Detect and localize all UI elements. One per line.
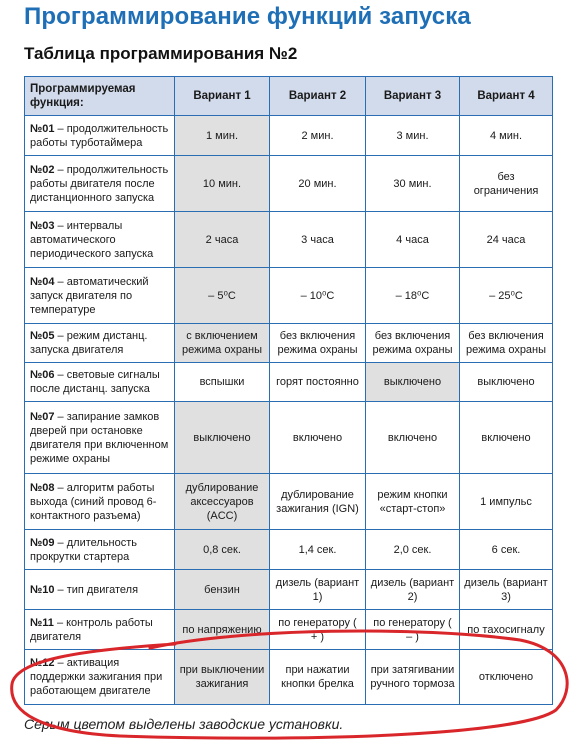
function-cell	[25, 610, 175, 650]
function-number: №05	[30, 330, 55, 342]
variant-2-cell: при нажатии кнопки брелка	[270, 650, 366, 705]
variant-2-cell: дизель (вариант 1)	[270, 570, 366, 610]
variant-4-cell: 24 часа	[460, 212, 553, 268]
variant-1-cell: 2 часа	[175, 212, 270, 268]
function-description: – длительность прокрутки стартера	[30, 536, 137, 563]
page-title: Программирование функций запуска	[24, 3, 471, 30]
function-cell	[25, 212, 175, 268]
table-row	[25, 570, 553, 610]
table-row	[25, 156, 553, 212]
function-cell	[25, 324, 175, 363]
variant-3-cell: при затягивании ручного тормоза	[366, 650, 460, 705]
variant-3-cell: по генератору ( – )	[366, 610, 460, 650]
variant-1-cell: с включением режима охраны	[175, 324, 270, 363]
function-cell	[25, 402, 175, 474]
variant-4-cell: по тахосигналу	[460, 610, 553, 650]
variant-4-cell: отключено	[460, 650, 553, 705]
function-number: №08	[30, 481, 55, 494]
table-row	[25, 363, 553, 402]
column-header-variant-2: Вариант 2	[270, 77, 366, 116]
variant-1-cell: бензин	[175, 570, 270, 610]
variant-2-cell: без включения режима охраны	[270, 324, 366, 363]
function-description: – запирание замков дверей при остановке двигателя при включенном режиме охраны	[30, 410, 169, 465]
function-number: №03	[30, 219, 55, 232]
function-number: №06	[30, 369, 55, 381]
table-row	[25, 324, 553, 363]
function-number: №10	[30, 583, 55, 596]
function-description: – интервалы автоматического периодического запуска	[30, 219, 154, 260]
table-row	[25, 650, 553, 705]
footnote: Серым цветом выделены заводские установки.	[24, 716, 344, 732]
table-row	[25, 116, 553, 156]
table-title: Таблица программирования №2	[24, 44, 298, 63]
function-cell	[25, 530, 175, 570]
table-row	[25, 212, 553, 268]
function-description: – автоматический запуск двигателя по температуре	[30, 275, 149, 316]
function-number: №07	[30, 410, 55, 423]
function-cell	[25, 156, 175, 212]
variant-3-cell: дизель (вариант 2)	[366, 570, 460, 610]
variant-2-cell: по генератору ( + )	[270, 610, 366, 650]
table-row	[25, 268, 553, 324]
column-header-variant-3: Вариант 3	[366, 77, 460, 116]
variant-2-cell: включено	[270, 402, 366, 474]
function-cell	[25, 570, 175, 610]
variant-1-cell: дублирование аксессуаров (ACC)	[175, 474, 270, 530]
table-row	[25, 610, 553, 650]
variant-1-cell: по напряжению	[175, 610, 270, 650]
table-row	[25, 530, 553, 570]
function-cell	[25, 363, 175, 402]
function-description: – световые сигналы после дистанц. запуска	[30, 369, 160, 395]
variant-4-cell: – 25⁰С	[460, 268, 553, 324]
variant-1-cell: выключено	[175, 402, 270, 474]
variant-1-cell: 1 мин.	[175, 116, 270, 156]
function-description: – активация поддержки зажигания при работающем двигателе	[30, 657, 163, 697]
function-description: – тип двигателя	[54, 583, 139, 596]
function-description: – контроль работы двигателя	[30, 616, 153, 643]
function-number: №01	[30, 122, 55, 135]
table-header-row	[25, 77, 553, 116]
variant-2-cell: 1,4 сек.	[270, 530, 366, 570]
variant-4-cell: дизель (вариант 3)	[460, 570, 553, 610]
table-row	[25, 402, 553, 474]
variant-1-cell: 0,8 сек.	[175, 530, 270, 570]
function-number: №11	[30, 616, 54, 629]
variant-3-cell: 4 часа	[366, 212, 460, 268]
variant-2-cell: 2 мин.	[270, 116, 366, 156]
variant-3-cell: выключено	[366, 363, 460, 402]
variant-3-cell: без включения режима охраны	[366, 324, 460, 363]
variant-3-cell: 2,0 сек.	[366, 530, 460, 570]
variant-2-cell: дублирование зажигания (IGN)	[270, 474, 366, 530]
variant-1-cell: – 5⁰С	[175, 268, 270, 324]
function-cell	[25, 474, 175, 530]
variant-1-cell: 10 мин.	[175, 156, 270, 212]
variant-1-cell: вспышки	[175, 363, 270, 402]
variant-2-cell: – 10⁰С	[270, 268, 366, 324]
variant-1-cell: при выключении зажигания	[175, 650, 270, 705]
variant-2-cell: 20 мин.	[270, 156, 366, 212]
variant-4-cell: 1 импульс	[460, 474, 553, 530]
function-cell	[25, 650, 175, 705]
column-header-variant-4: Вариант 4	[460, 77, 553, 116]
column-header-variant-1: Вариант 1	[175, 77, 270, 116]
variant-4-cell: без ограничения	[460, 156, 553, 212]
function-description: – продолжительность работы турботаймера	[30, 122, 169, 149]
variant-4-cell: 6 сек.	[460, 530, 553, 570]
function-description: – режим дистанц. запуска двигателя	[30, 330, 148, 356]
variant-4-cell: 4 мин.	[460, 116, 553, 156]
function-number: №02	[30, 163, 55, 176]
variant-2-cell: горят постоянно	[270, 363, 366, 402]
function-number: №12	[30, 657, 55, 669]
variant-3-cell: 3 мин.	[366, 116, 460, 156]
variant-3-cell: включено	[366, 402, 460, 474]
variant-4-cell: без включения режима охраны	[460, 324, 553, 363]
function-description: – продолжительность работы двигателя после дистанционного запуска	[30, 163, 169, 204]
variant-2-cell: 3 часа	[270, 212, 366, 268]
table-row	[25, 474, 553, 530]
function-description: – алгоритм работы выхода (синий провод 6-контактного разъема)	[30, 481, 157, 522]
variant-3-cell: – 18⁰С	[366, 268, 460, 324]
variant-4-cell: включено	[460, 402, 553, 474]
column-header-function: Программируемая функция:	[25, 77, 175, 116]
variant-3-cell: 30 мин.	[366, 156, 460, 212]
function-number: №04	[30, 275, 55, 288]
function-cell	[25, 116, 175, 156]
variant-3-cell: режим кнопки «старт-стоп»	[366, 474, 460, 530]
function-cell	[25, 268, 175, 324]
programming-table	[24, 76, 553, 705]
function-number: №09	[30, 536, 55, 549]
variant-4-cell: выключено	[460, 363, 553, 402]
